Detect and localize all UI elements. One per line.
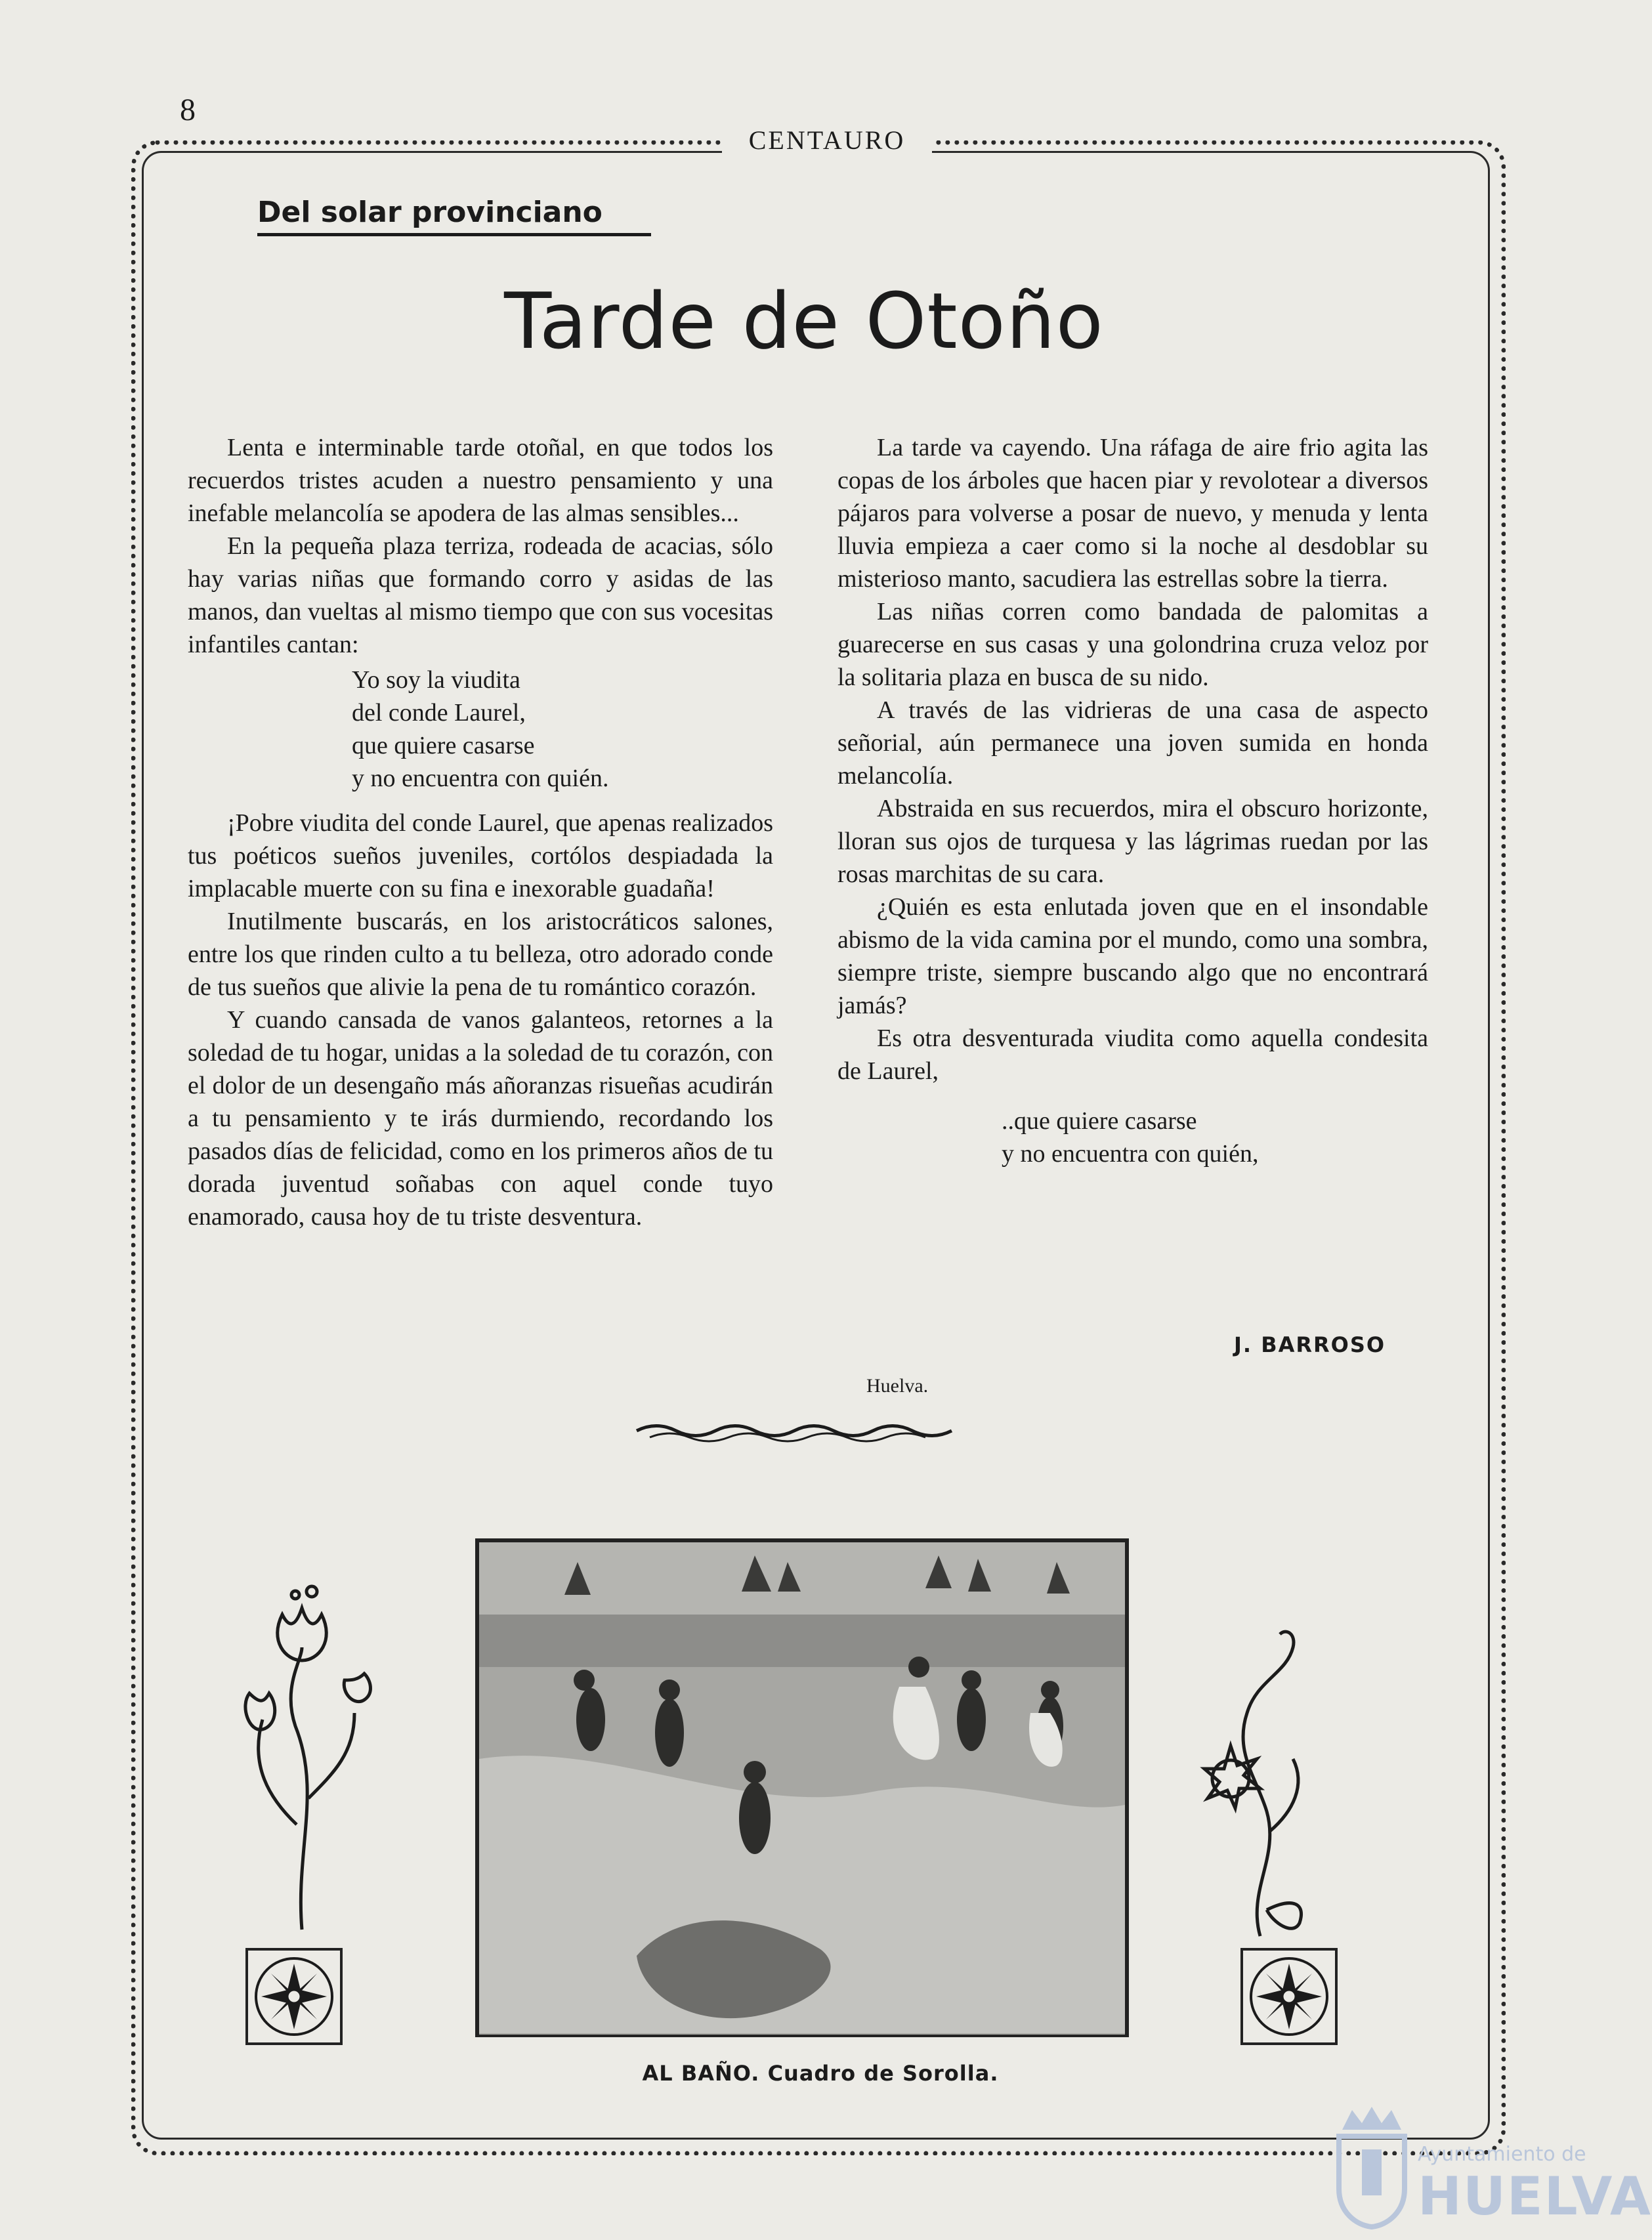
verse-line: y no encuentra con quién, <box>1002 1140 1259 1168</box>
crown-shield-icon <box>1332 2103 1411 2228</box>
verse-block <box>352 664 773 795</box>
paragraph: Es otra desventurada viudita como aquella condesita de Laurel, <box>837 1025 1428 1085</box>
masthead: CENTAURO <box>722 125 932 156</box>
painting-photo <box>475 1538 1129 2037</box>
tulip-ornament-icon <box>223 1575 381 1943</box>
wave-divider-icon <box>637 1418 952 1444</box>
verse-line: y no encuentra con quién. <box>352 765 609 792</box>
paragraph: En la pequeña plaza terriza, rodeada de acacias, sólo hay varias niñas que formando corro y asidas de las manos, dan vueltas al mismo tiempo que con sus vocesitas infantiles cantan: <box>188 532 773 658</box>
paragraph: Inutilmente buscarás, en los aristocráticos salones, entre los que rinden culto a tu belleza, otro adorado conde de tus sueños que alivie la pena de tu romántico corazón. <box>188 908 773 1001</box>
daffodil-ornament-icon <box>1195 1615 1326 1943</box>
paragraph: Y cuando cansada de vanos galanteos, retornes a la soledad de tu hogar, unidas a la soledad de tu corazón, con el dolor de un desengaño más añoranzas risueñas acudirán a tu pensamiento y te irás durmiendo, recordando los pasados días de felicidad, como en los primeros años de tu dorada juventud soñabas con aquel conde tuyo enamorado, causa hoy de tu triste desventura. <box>188 1006 773 1231</box>
paragraph: ¡Pobre viudita del conde Laurel, que apenas realizados tus poéticos sueños juveniles, cortólos despiadada la implacable muerte con su fina e inexorable guadaña! <box>188 809 773 902</box>
watermark-line1: Ayuntamiento de <box>1418 2143 1586 2166</box>
watermark-line2: HUELVA <box>1418 2166 1652 2227</box>
article-title: Tarde de Otoño <box>504 276 1104 366</box>
photo-caption: AL BAÑO. Cuadro de Sorolla. <box>642 2061 999 2086</box>
verse-line: ..que quiere casarse <box>1002 1107 1197 1135</box>
verse-line: Yo soy la viudita <box>352 666 520 694</box>
author-signature: J. BARROSO <box>1234 1332 1386 1357</box>
page-number: 8 <box>180 93 196 127</box>
place-line: Huelva. <box>866 1375 929 1397</box>
paragraph: Lenta e interminable tarde otoñal, en que todos los recuerdos tristes acuden a nuestro pensamiento y una inefable melancolía se apodera de las almas sensibles... <box>188 434 773 527</box>
paragraph: ¿Quién es esta enlutada joven que en el insondable abismo de la vida camina por el mundo, como una sombra, siempre triste, siempre buscando algo que no encontrará jamás? <box>837 893 1428 1019</box>
paragraph: Abstraida en sus recuerdos, mira el obscuro horizonte, lloran sus ojos de turquesa y las lágrimas ruedan por las rosas marchitas de su cara. <box>837 795 1428 888</box>
section-title: Del solar provinciano <box>257 196 651 236</box>
paragraph: Las niñas corren como bandada de palomitas a guarecerse en sus casas y una golondrina cruza veloz por la solitaria plaza en busca de su nido. <box>837 598 1428 691</box>
flower-tile-icon <box>1240 1948 1338 2045</box>
city-watermark <box>1332 2103 1652 2231</box>
verse-block <box>1002 1105 1428 1170</box>
verse-line: del conde Laurel, <box>352 699 526 727</box>
verse-line: que quiere casarse <box>352 732 535 759</box>
flower-tile-icon <box>245 1948 343 2045</box>
right-column <box>837 431 1428 1183</box>
paragraph: A través de las vidrieras de una casa de aspecto señorial, aún permanece una joven sumida en honda melancolía. <box>837 696 1428 790</box>
left-column <box>188 431 773 1233</box>
paragraph: La tarde va cayendo. Una ráfaga de aire frio agita las copas de los árboles que hacen piar y revolotear a diversos pájaros para volverse a posar de nuevo, y menuda y lenta lluvia empieza a caer como si la noche al desdoblar su misterioso manto, sacudiera las estrellas sobre la tierra. <box>837 434 1428 593</box>
